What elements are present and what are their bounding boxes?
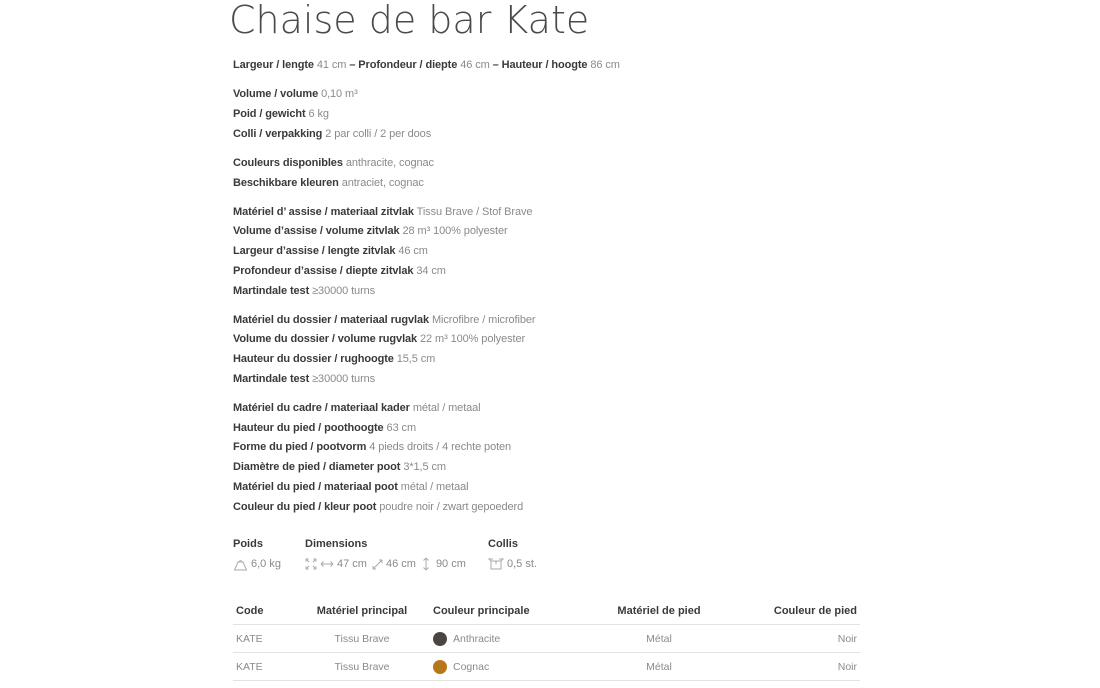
- spec-line: [233, 174, 833, 194]
- spec-line: [233, 85, 833, 105]
- spec-line: [233, 350, 833, 370]
- spec-label: – Profondeur / diepte: [349, 59, 458, 71]
- spec-line: [233, 478, 833, 498]
- height-arrow-icon: [421, 557, 431, 571]
- spec-line: [233, 262, 833, 282]
- spec-label: Matériel d’ assise / materiaal zitvlak: [233, 205, 414, 218]
- color-swatch: [433, 632, 447, 646]
- cell-foot-material: Métal: [556, 653, 762, 681]
- column-header-foot-color: Couleur de pied: [762, 598, 860, 625]
- spec-label: Matériel du dossier / materiaal rugvlak: [233, 313, 430, 326]
- spec-label: Matériel du pied / materiaal poot: [233, 480, 398, 493]
- spec-line: [233, 105, 833, 125]
- cell-foot-color: Noir: [762, 653, 860, 681]
- spec-label: Volume d’assise / volume zitvlak: [233, 225, 400, 238]
- spec-label: Colli / verpakking: [233, 127, 323, 140]
- summary-weight-value: 6,0 kg: [251, 558, 281, 570]
- spec-group: [233, 85, 833, 144]
- spec-label: Couleur du pied / kleur poot: [233, 500, 377, 513]
- spec-value: 6 kg: [308, 107, 329, 120]
- spec-line: [233, 125, 833, 145]
- spec-label: Largeur / lengte: [233, 59, 314, 71]
- expand-icon: [305, 558, 317, 570]
- spec-value: antraciet, cognac: [341, 176, 424, 189]
- spec-value: 46 cm: [398, 245, 428, 258]
- spec-list: [233, 56, 833, 527]
- spec-value: 22 m³ 100% polyester: [420, 333, 526, 346]
- spec-value: métal / metaal: [400, 480, 469, 493]
- spec-label: Largeur d’assise / lengte zitvlak: [233, 245, 396, 258]
- cell-foot-material: Métal: [556, 625, 762, 653]
- summary-weight: [233, 536, 281, 572]
- spec-line: [233, 458, 833, 478]
- spec-label: Martindale test: [233, 284, 310, 297]
- cell-code: KATE: [233, 653, 294, 681]
- table-header-row: [233, 598, 860, 625]
- column-header-code: Code: [233, 598, 294, 625]
- depth-arrow-icon: [372, 559, 383, 570]
- spec-line: [233, 203, 833, 223]
- spec-value: ≥30000 turns: [312, 284, 376, 297]
- cell-code: KATE: [233, 625, 294, 653]
- spec-label: Couleurs disponibles: [233, 156, 343, 169]
- spec-value: 15,5 cm: [396, 353, 436, 366]
- cell-main-color: [430, 653, 556, 681]
- table-row: [233, 625, 860, 653]
- spec-line: [233, 222, 833, 242]
- box-icon: [488, 558, 504, 570]
- spec-line: [233, 498, 833, 518]
- spec-group: [233, 203, 833, 302]
- summary-width-value: 47 cm: [337, 558, 367, 570]
- cell-main-color-label: Cognac: [453, 660, 490, 673]
- spec-label: Poid / gewicht: [233, 107, 306, 120]
- cell-main-color: [430, 625, 556, 653]
- spec-line: [233, 419, 833, 439]
- spec-value: 2 par colli / 2 per doos: [325, 127, 432, 140]
- cell-main-material: Tissu Brave: [294, 625, 430, 653]
- summary-dimensions: [305, 536, 466, 572]
- summary-weight-label: Poids: [233, 538, 263, 550]
- spec-value: 4 pieds droits / 4 rechte poten: [369, 441, 512, 454]
- page-title: Chaise de bar Kate: [229, 0, 590, 42]
- spec-label: Hauteur du pied / poothoogte: [233, 421, 384, 434]
- spec-label: Forme du pied / pootvorm: [233, 441, 367, 454]
- spec-line: [233, 154, 833, 174]
- column-header-main-material: Matériel principal: [294, 598, 430, 625]
- column-header-foot-material: Matériel de pied: [556, 598, 762, 625]
- cell-main-material: Tissu Brave: [294, 653, 430, 681]
- summary-depth-value: 46 cm: [385, 558, 416, 570]
- spec-value: 46 cm: [460, 59, 490, 71]
- spec-line: [233, 330, 833, 350]
- spec-value: Tissu Brave / Stof Brave: [416, 205, 533, 218]
- spec-label: – Hauteur / hoogte: [492, 59, 588, 71]
- spec-group: [233, 399, 833, 517]
- summary-collis: [488, 536, 537, 572]
- spec-line: [233, 311, 833, 331]
- spec-value: 28 m³ 100% polyester: [402, 225, 508, 238]
- spec-label: Profondeur d’assise / diepte zitvlak: [233, 264, 414, 277]
- spec-value: métal / metaal: [412, 402, 481, 415]
- spec-label: Beschikbare kleuren: [233, 176, 339, 189]
- summary-collis-value: 0,5 st.: [507, 558, 537, 570]
- spec-label: Diamètre de pied / diameter poot: [233, 461, 401, 474]
- spec-line: [233, 399, 833, 419]
- spec-label: Martindale test: [233, 372, 310, 385]
- spec-group: [233, 311, 833, 390]
- spec-value: poudre noir / zwart gepoederd: [379, 500, 524, 513]
- summary-dimensions-label: Dimensions: [305, 538, 368, 550]
- table-row: [233, 653, 860, 681]
- spec-line: [233, 56, 833, 76]
- spec-label: Hauteur du dossier / rughoogte: [233, 353, 394, 366]
- spec-value: 41 cm: [316, 59, 347, 71]
- spec-value: anthracite, cognac: [345, 156, 434, 169]
- variants-table: [233, 598, 860, 681]
- spec-value: Microfibre / microfiber: [431, 313, 536, 326]
- spec-line: [233, 438, 833, 458]
- cell-main-color-label: Anthracite: [453, 632, 501, 645]
- summary-height-value: 90 cm: [435, 558, 466, 570]
- spec-group: [233, 154, 833, 193]
- spec-value: 3*1,5 cm: [403, 461, 446, 474]
- spec-group: [233, 56, 833, 76]
- spec-label: Matériel du cadre / materiaal kader: [233, 402, 410, 415]
- spec-line: [233, 282, 833, 302]
- spec-label: Volume du dossier / volume rugvlak: [233, 333, 418, 346]
- summary-collis-label: Collis: [488, 538, 518, 550]
- weight-icon: [233, 558, 248, 571]
- cell-foot-color: Noir: [762, 625, 860, 653]
- spec-label: Volume / volume: [233, 88, 319, 101]
- color-swatch: [433, 660, 447, 674]
- spec-value: 34 cm: [416, 264, 446, 277]
- spec-line: [233, 242, 833, 262]
- spec-value: 63 cm: [386, 421, 417, 434]
- spec-value: ≥30000 turns: [312, 372, 376, 385]
- spec-line: [233, 370, 833, 390]
- width-arrow-icon: [320, 559, 334, 569]
- spec-value: 0,10 m³: [321, 88, 358, 101]
- column-header-main-color: Couleur principale: [430, 598, 556, 625]
- spec-value: 86 cm: [590, 59, 620, 71]
